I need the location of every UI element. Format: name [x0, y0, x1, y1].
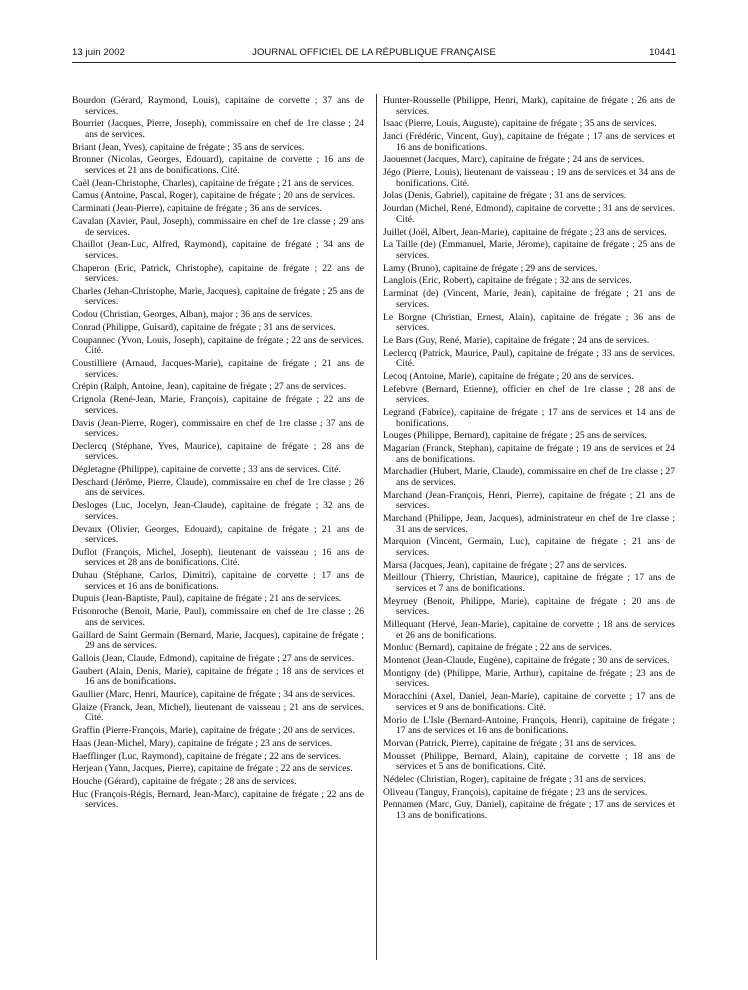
list-item: Janci (Frédéric, Vincent, Guy), capitaine de frégate ; 17 ans de services et 16 ans de bonifications. — [383, 131, 675, 153]
list-item: Le Borgne (Christian, Ernest, Alain), capitaine de frégate ; 36 ans de services. — [383, 311, 675, 334]
list-item: Crignola (René-Jean, Marie, François), capitaine de frégate ; 22 ans de services. — [72, 394, 364, 416]
list-item: Langlois (Eric, Robert), capitaine de frégate ; 32 ans de services. — [383, 275, 632, 287]
list-item: Jolas (Denis, Gabriel), capitaine de frégate ; 31 ans de services. — [383, 190, 627, 202]
list-item: Oliveau (Tanguy, François), capitaine de frégate ; 23 ans de services. — [383, 786, 648, 798]
list-item: Conrad (Philippe, Guisard), capitaine de frégate ; 31 ans de services. — [72, 322, 336, 334]
list-item: Leclercq (Patrick, Maurice, Paul), capitaine de frégate ; 33 ans de services. Cité. — [383, 347, 675, 370]
list-item: Jaouennet (Jacques, Marc), capitaine de frégate ; 24 ans de services. — [383, 154, 645, 166]
list-item: Jourdan (Michel, René, Edmond), capitaine de corvette ; 31 ans de services. Cité. — [383, 203, 675, 225]
page-header — [72, 47, 676, 61]
list-item: Haefflinger (Luc, Raymond), capitaine de frégate ; 22 ans de services. — [72, 750, 342, 762]
list-item: Dupuis (Jean-Baptiste, Paul), capitaine de frégate ; 21 ans de services. — [72, 593, 342, 605]
list-item: Chaperon (Eric, Patrick, Christophe), capitaine de frégate ; 22 ans de services. — [72, 262, 364, 285]
list-item: Glaize (Franck, Jean, Michel), lieutenant de vaisseau ; 21 ans de services. Cité. — [72, 701, 364, 724]
list-item: Magarian (Franck, Stephan), capitaine de frégate ; 19 ans de services et 24 ans de bonifications. — [383, 443, 675, 465]
list-item: Coustilliere (Arnaud, Jacques-Marie), capitaine de frégate ; 21 ans de services. — [72, 358, 364, 380]
list-item: Declercq (Stéphane, Yves, Maurice), capitaine de frégate ; 28 ans de services. — [72, 440, 364, 463]
list-item: Crépin (Ralph, Antoine, Jean), capitaine de frégate ; 27 ans de services. — [72, 381, 347, 393]
list-item: Marchadier (Hubert, Marie, Claude), commissaire en chef de 1re classe ; 27 ans de services. — [383, 466, 675, 488]
list-item: Montigny (de) (Philippe, Marie, Arthur), capitaine de frégate ; 23 ans de services. — [383, 667, 675, 690]
list-item: Gaullier (Marc, Henri, Maurice), capitaine de frégate ; 34 ans de services. — [72, 688, 356, 700]
list-item: Davis (Jean-Pierre, Roger), commissaire en chef de 1re classe ; 37 ans de services. — [72, 417, 364, 440]
list-item: Houche (Gérard), capitaine de frégate ; 28 ans de services. — [72, 776, 297, 788]
list-item: Meyruey (Benoit, Philippe, Marie), capitaine de frégate ; 20 ans de services. — [383, 595, 675, 618]
list-item: Chaillot (Jean-Luc, Alfred, Raymond), capitaine de frégate ; 34 ans de services. — [72, 239, 364, 261]
list-item: Mousset (Philippe, Bernard, Alain), capitaine de corvette ; 18 ans de services et 5 ans de bonifications. Cité. — [383, 750, 675, 773]
journal-title: JOURNAL OFFICIEL DE LA RÉPUBLIQUE FRANÇAISE — [252, 47, 496, 58]
list-item: Moracchini (Axel, Daniel, Jean-Marie), capitaine de corvette ; 17 ans de services et 9 ans de bonifications. Cité. — [383, 691, 675, 713]
list-item: Carminati (Jean-Pierre), capitaine de frégate ; 36 ans de services. — [72, 203, 322, 215]
list-item: Morvan (Patrick, Pierre), capitaine de frégate ; 31 ans de services. — [383, 737, 637, 749]
list-item: Larminat (de) (Vincent, Marie, Jean), capitaine de frégate ; 21 ans de services. — [383, 288, 675, 310]
list-item: Legrand (Fabrice), capitaine de frégate ; 17 ans de services et 14 ans de bonifications. — [383, 407, 675, 429]
list-item: Huc (François-Régis, Bernard, Jean-Marc), capitaine de frégate ; 22 ans de services. — [72, 788, 364, 811]
list-item: Nédelec (Christian, Roger), capitaine de frégate ; 31 ans de services. — [383, 773, 646, 785]
list-item: La Taille (de) (Emmanuel, Marie, Jérome), capitaine de frégate ; 25 ans de services. — [383, 239, 675, 261]
list-item: Dégletagne (Philippe), capitaine de corvette ; 33 ans de services. Cité. — [72, 464, 341, 476]
list-item: Millequant (Hervé, Jean-Marie), capitaine de corvette ; 18 ans de services et 26 ans de bonifications. — [383, 619, 675, 641]
list-item: Lecoq (Antoine, Marie), capitaine de frégate ; 20 ans de services. — [383, 370, 634, 382]
list-item: Louges (Philippe, Bernard), capitaine de frégate ; 25 ans de services. — [383, 430, 647, 442]
list-item: Charles (Jehan-Christophe, Marie, Jacques), capitaine de frégate ; 25 ans de services. — [72, 285, 364, 308]
list-item: Lamy (Bruno), capitaine de frégate ; 29 ans de services. — [383, 262, 598, 274]
list-item: Morio de L'Isle (Bernard-Antoine, François, Henri), capitaine de frégate ; 17 ans de services et 16 ans de bonifications. — [383, 714, 675, 736]
list-item: Deschard (Jérôme, Pierre, Claude), commissaire en chef de 1re classe ; 26 ans de services. — [72, 476, 364, 499]
list-item: Camus (Antoine, Pascal, Roger), capitaine de frégate ; 20 ans de services. — [72, 190, 356, 202]
list-item: Montenot (Jean-Claude, Eugène), capitaine de frégate ; 30 ans de services. — [383, 655, 670, 667]
list-item: Gaubert (Alain, Denis, Marie), capitaine de frégate ; 18 ans de services et 16 ans de bonifications. — [72, 665, 364, 688]
list-item: Codou (Christian, Georges, Alban), major ; 36 ans de services. — [72, 309, 313, 321]
list-item: Isaac (Pierre, Louis, Auguste), capitaine de frégate ; 35 ans de services. — [383, 118, 657, 130]
list-item: Devaux (Olivier, Georges, Edouard), capitaine de frégate ; 21 ans de services. — [72, 523, 364, 546]
list-item: Bronner (Nicolas, Georges, Edouard), capitaine de corvette ; 16 ans de services et 21 ans de bonifications. Cité. — [72, 154, 364, 176]
list-item: Pennamen (Marc, Guy, Daniel), capitaine de frégate ; 17 ans de services et 13 ans de bonifications. — [383, 799, 675, 821]
list-item: Hunter-Rousselle (Philippe, Henri, Mark), capitaine de frégate ; 26 ans de services. — [383, 95, 675, 117]
list-item: Frisonroche (Benoit, Marie, Paul), commissaire en chef de 1re classe ; 26 ans de services. — [72, 606, 364, 628]
list-item: Gaillard de Saint Germain (Bernard, Marie, Jacques), capitaine de frégate ; 29 ans de services. — [72, 629, 364, 652]
left-column — [72, 96, 364, 813]
list-item: Coupannec (Yvon, Louis, Joseph), capitaine de frégate ; 22 ans de services. Cité. — [72, 334, 364, 357]
list-item: Jégo (Pierre, Louis), lieutenant de vaisseau ; 19 ans de services et 34 ans de bonifications. Cité. — [383, 167, 675, 189]
list-item: Caël (Jean-Christophe, Charles), capitaine de frégate ; 21 ans de services. — [72, 177, 355, 189]
list-item: Marchand (Philippe, Jean, Jacques), administrateur en chef de 1re classe ; 31 ans de services. — [383, 513, 675, 535]
list-item: Marquion (Vincent, Germain, Luc), capitaine de frégate ; 21 ans de services. — [383, 536, 675, 558]
list-item: Desloges (Luc, Jocelyn, Jean-Claude), capitaine de frégate ; 32 ans de services. — [72, 500, 364, 522]
list-item: Haas (Jean-Michel, Mary), capitaine de frégate ; 23 ans de services. — [72, 737, 333, 749]
column-divider — [376, 94, 377, 960]
list-item: Graffin (Pierre-François, Marie), capitaine de frégate ; 20 ans de services. — [72, 725, 355, 736]
list-item: Monluc (Bernard), capitaine de frégate ; 22 ans de services. — [383, 642, 612, 654]
list-item: Lefebvre (Bernard, Etienne), officier en chef de 1re classe ; 28 ans de services. — [383, 383, 675, 406]
page-number: 10441 — [649, 47, 676, 58]
list-item: Marsa (Jacques, Jean), capitaine de frégate ; 27 ans de services. — [383, 559, 627, 571]
list-item: Duhau (Stéphane, Carlos, Dimitri), capitaine de corvette ; 17 ans de services et 16 ans de bonifications. — [72, 570, 364, 592]
list-item: Le Bars (Guy, René, Marie), capitaine de frégate ; 24 ans de services. — [383, 334, 650, 346]
list-item: Marchand (Jean-François, Henri, Pierre), capitaine de frégate ; 21 ans de services. — [383, 489, 675, 512]
list-item: Bourdon (Gérard, Raymond, Louis), capitaine de corvette ; 37 ans de services. — [72, 95, 364, 117]
list-item: Meillour (Thierry, Christian, Maurice), capitaine de frégate ; 17 ans de services et 7 ans de bonifications. — [383, 572, 675, 594]
list-item: Bourrier (Jacques, Pierre, Joseph), commissaire en chef de 1re classe ; 24 ans de services. — [72, 118, 364, 140]
list-item: Gallois (Jean, Claude, Edmond), capitaine de frégate ; 27 ans de services. — [72, 652, 355, 664]
issue-date: 13 juin 2002 — [72, 47, 125, 58]
right-column — [383, 96, 675, 824]
list-item: Cavalan (Xavier, Paul, Joseph), commissaire en chef de 1re classe ; 29 ans de services. — [72, 216, 364, 238]
list-item: Duflot (François, Michel, Joseph), lieutenant de vaisseau ; 16 ans de services et 28 ans de bonifications. Cité. — [72, 546, 364, 569]
list-item: Juillet (Joël, Albert, Jean-Marie), capitaine de frégate ; 23 ans de services. — [383, 226, 667, 238]
list-item: Briant (Jean, Yves), capitaine de frégate ; 35 ans de services. — [72, 141, 305, 153]
header-rule — [72, 62, 676, 63]
list-item: Herjean (Yann, Jacques, Pierre), capitaine de frégate ; 22 ans de services. — [72, 763, 353, 775]
